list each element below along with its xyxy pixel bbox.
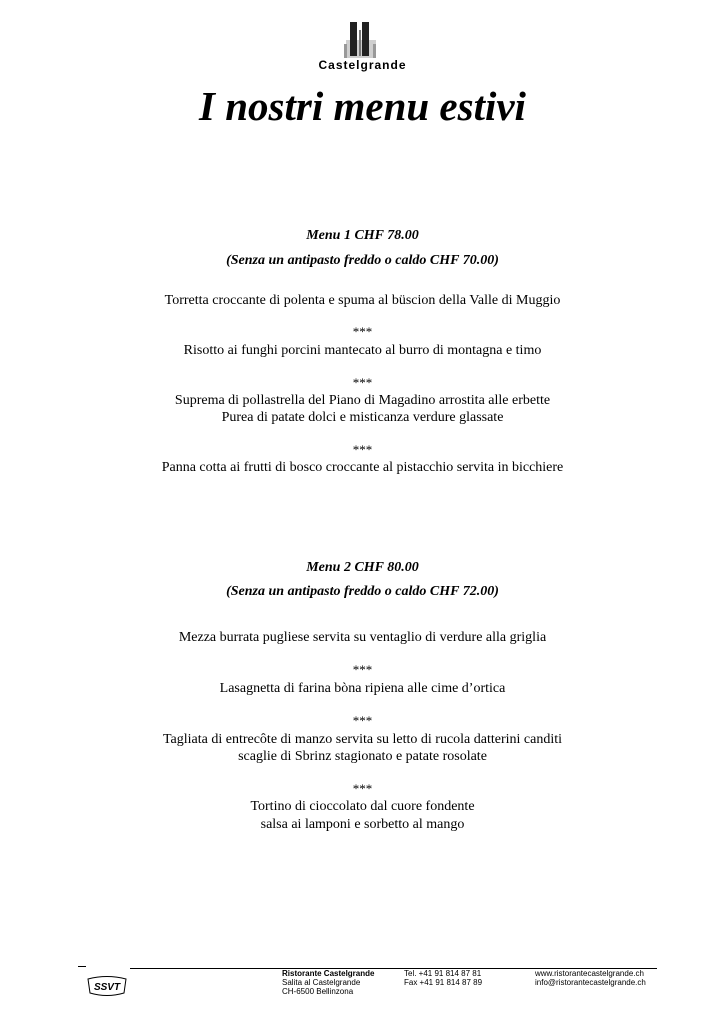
menu-2-course-2: Lasagnetta di farina bòna ripiena alle cime d’ortica [219, 681, 506, 696]
menu-1-separator-2: *** [352, 375, 373, 390]
menu-1-subheading: (Senza un antipasto freddo o caldo CHF 70.00) [226, 253, 499, 268]
menu-1-separator-1: *** [352, 324, 373, 339]
menu-2-course-3-line-2: scaglie di Sbrinz stagionato e patate rosolate [238, 749, 487, 764]
menu-1-course-3-line-1: Suprema di pollastrella del Piano di Magadino arrostita alle erbette [174, 393, 551, 408]
menu-2-course-1: Mezza burrata pugliese servita su ventaglio di verdure alla griglia [178, 630, 547, 645]
menu-1-course-4: Panna cotta ai frutti di bosco croccante al pistacchio servita in bicchiere [161, 460, 564, 475]
menu-2-separator-1: *** [352, 662, 373, 677]
footer-address-line-1: Salita al Castelgrande [282, 978, 361, 987]
footer-telephone: Tel. +41 91 814 87 81 [404, 969, 482, 978]
footer-address-line-2: CH-6500 Bellinzona [282, 987, 354, 996]
menu-2-course-4-line-1: Tortino di cioccolato dal cuore fondente [250, 799, 475, 814]
ssvt-logo-text: SSVT [93, 982, 121, 993]
menu-1-course-3-line-2: Purea di patate dolci e misticanza verdure glassate [221, 410, 504, 425]
menu-1-course-2: Risotto ai funghi porcini mantecato al burro di montagna e timo [183, 343, 542, 358]
menu-2-course-3-line-1: Tagliata di entrecôte di manzo servita su letto di rucola datterini canditi [162, 732, 563, 747]
brand-name: Castelgrande [318, 58, 407, 72]
menu-2-heading: Menu 2 CHF 80.00 [306, 560, 419, 575]
menu-1-heading: Menu 1 CHF 78.00 [306, 228, 419, 243]
menu-2-separator-3: *** [352, 781, 373, 796]
footer-fax: Fax +41 91 814 87 89 [404, 978, 483, 987]
footer-dash [78, 966, 86, 967]
castelgrande-logo-icon [340, 20, 382, 58]
menu-2-course-4-line-2: salsa ai lamponi e sorbetto al mango [260, 817, 465, 832]
menu-1-separator-3: *** [352, 442, 373, 457]
footer-restaurant-name: Ristorante Castelgrande [282, 969, 375, 978]
menu-1-course-1: Torretta croccante di polenta e spuma al büscion della Valle di Muggio [164, 293, 561, 308]
page-title: I nostri menu estivi [199, 83, 526, 129]
footer-email-link[interactable]: info@ristorantecastelgrande.ch [535, 978, 646, 987]
footer-website-link[interactable]: www.ristorantecastelgrande.ch [535, 969, 644, 978]
ssvt-logo-icon [85, 975, 129, 997]
menu-2-separator-2: *** [352, 713, 373, 728]
menu-2-subheading: (Senza un antipasto freddo o caldo CHF 72.00) [226, 584, 499, 599]
